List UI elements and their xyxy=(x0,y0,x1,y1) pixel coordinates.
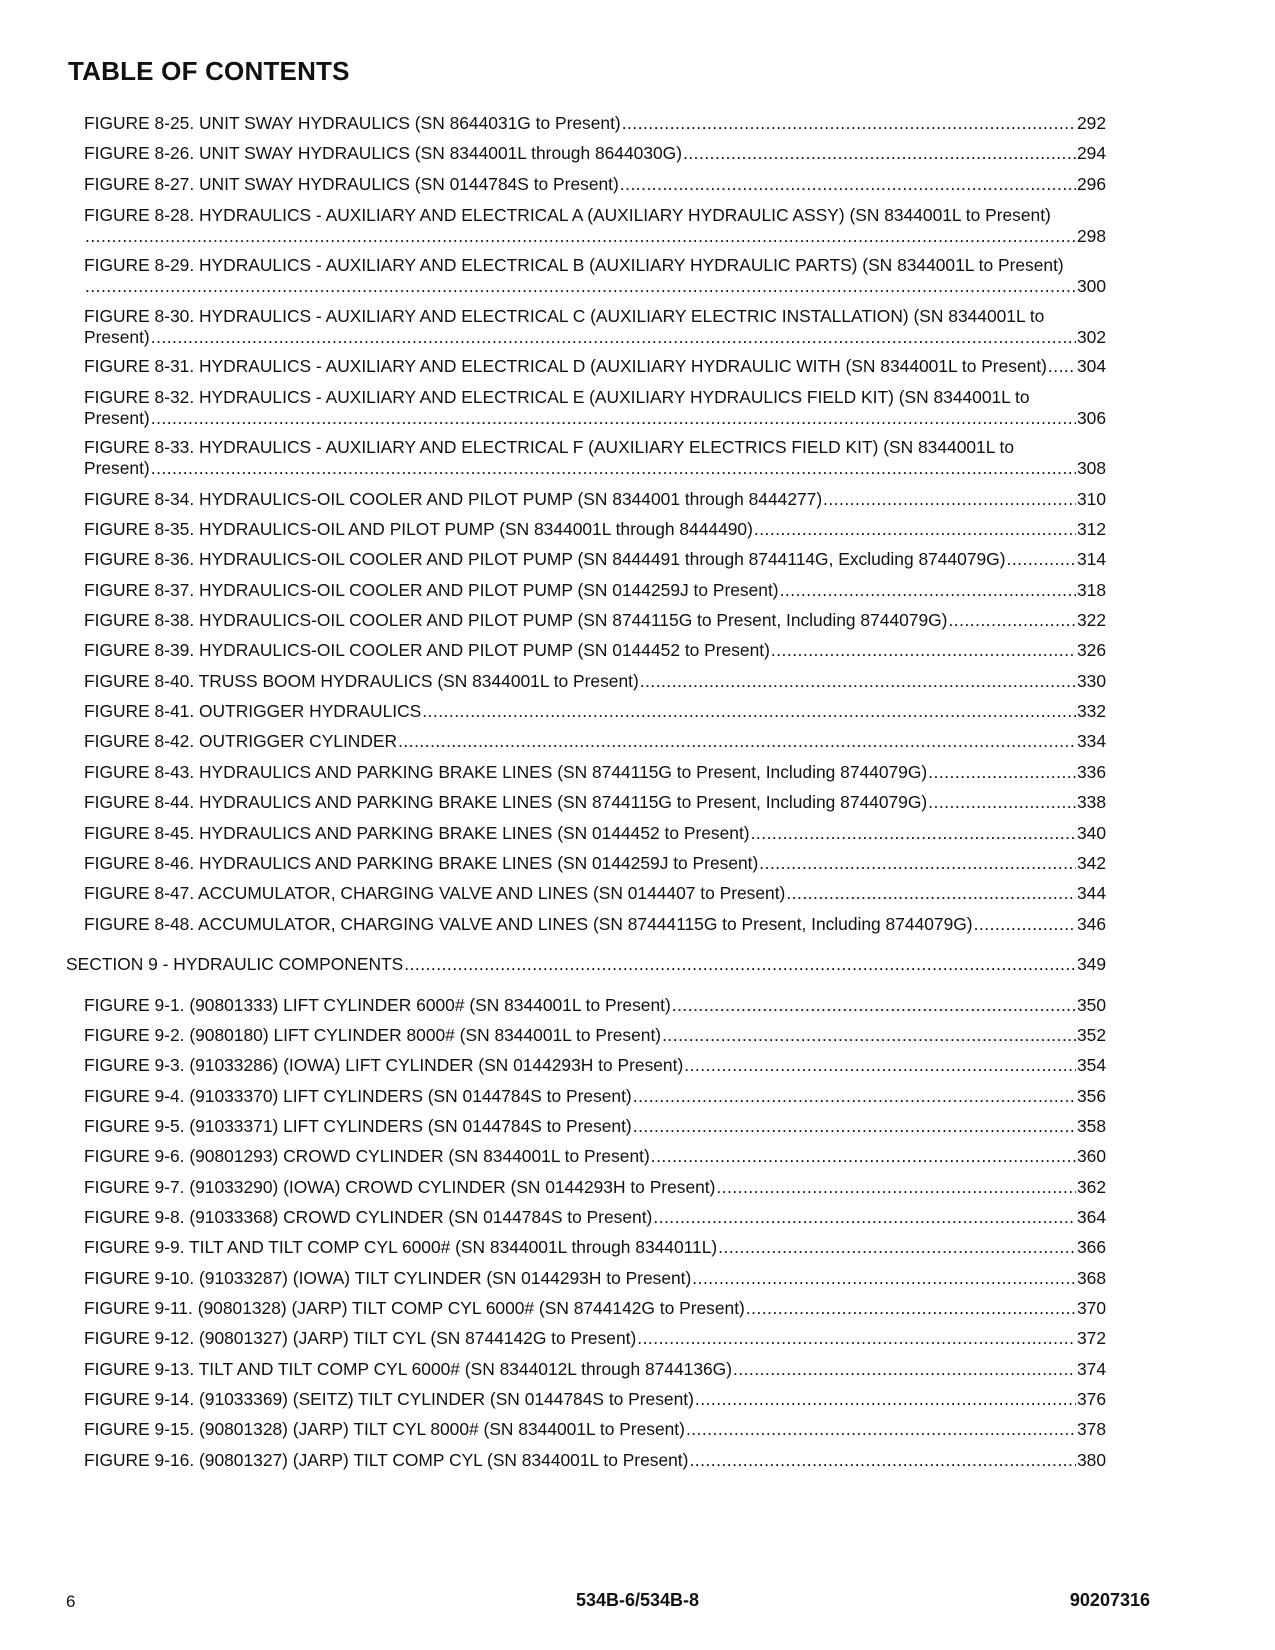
toc-page-number: 349 xyxy=(1076,954,1106,974)
dot-leader xyxy=(85,226,1076,247)
toc-entry[interactable] xyxy=(84,1237,1106,1258)
toc-entry-title: FIGURE 8-40. TRUSS BOOM HYDRAULICS (SN 8344001L to Present) xyxy=(84,671,639,691)
dot-leader xyxy=(692,1268,1076,1289)
toc-page-number: 374 xyxy=(1076,1359,1106,1379)
toc-entry-title: FIGURE 9-6. (90801293) CROWD CYLINDER (SN 8344001L to Present) xyxy=(84,1146,650,1166)
toc-entry-title: FIGURE 9-1. (90801333) LIFT CYLINDER 6000# (SN 8344001L to Present) xyxy=(84,995,671,1015)
toc-page-number: 368 xyxy=(1076,1268,1106,1288)
toc-entry-title: FIGURE 8-47. ACCUMULATOR, CHARGING VALVE AND LINES (SN 0144407 to Present) xyxy=(84,883,786,903)
toc-page-number: 334 xyxy=(1076,731,1106,751)
toc-entry-title: FIGURE 8-41. OUTRIGGER HYDRAULICS xyxy=(84,701,422,721)
toc-entry[interactable] xyxy=(84,387,1106,429)
dot-leader xyxy=(716,1177,1076,1198)
toc-entry[interactable] xyxy=(84,1298,1106,1319)
toc-page-number: 314 xyxy=(1076,549,1106,569)
dot-leader xyxy=(620,174,1076,195)
toc-entry[interactable] xyxy=(84,823,1106,844)
toc-entry-title: FIGURE 8-27. UNIT SWAY HYDRAULICS (SN 0144784S to Present) xyxy=(84,174,619,194)
toc-entry[interactable] xyxy=(84,792,1106,813)
dot-leader xyxy=(422,701,1076,722)
dot-leader xyxy=(1048,356,1076,377)
toc-entry-title: FIGURE 8-42. OUTRIGGER CYLINDER xyxy=(84,731,398,751)
toc-entry-title: FIGURE 9-15. (90801328) (JARP) TILT CYL 8000# (SN 8344001L to Present) xyxy=(84,1419,685,1439)
dot-leader xyxy=(928,792,1076,813)
toc-page-number: 346 xyxy=(1076,914,1106,934)
toc-page-number: 344 xyxy=(1076,883,1106,903)
toc-entry-title: FIGURE 9-14. (91033369) (SEITZ) TILT CYLINDER (SN 0144784S to Present) xyxy=(84,1389,694,1409)
toc-page-number: 338 xyxy=(1076,792,1106,812)
dot-leader xyxy=(398,731,1076,752)
toc-page-number: 350 xyxy=(1076,995,1106,1015)
toc-page-number: 370 xyxy=(1076,1298,1106,1318)
toc-entry-title: FIGURE 9-11. (90801328) (JARP) TILT COMP CYL 6000# (SN 8744142G to Present) xyxy=(84,1298,745,1318)
toc-entry[interactable] xyxy=(84,640,1106,661)
dot-leader xyxy=(974,914,1076,935)
toc-entry[interactable] xyxy=(84,1450,1106,1471)
toc-page-number: 330 xyxy=(1076,671,1106,691)
toc-entry-title: FIGURE 8-37. HYDRAULICS-OIL COOLER AND PILOT PUMP (SN 0144259J to Present) xyxy=(84,580,779,600)
toc-entry[interactable] xyxy=(84,437,1106,479)
toc-page-number: 332 xyxy=(1076,701,1106,721)
toc-entry-title: FIGURE 8-35. HYDRAULICS-OIL AND PILOT PUMP (SN 8344001L through 8444490) xyxy=(84,519,753,539)
toc-entry-title: FIGURE 9-5. (91033371) LIFT CYLINDERS (SN 0144784S to Present) xyxy=(84,1116,632,1136)
toc-entry-title: FIGURE 8-31. HYDRAULICS - AUXILIARY AND ELECTRICAL D (AUXILIARY HYDRAULIC WITH (SN 8344001L to Present) xyxy=(84,356,1047,376)
dot-leader xyxy=(786,883,1076,904)
dot-leader xyxy=(733,1359,1076,1380)
footer-page-number: 6 xyxy=(66,1592,76,1611)
toc-entry-title: FIGURE 9-7. (91033290) (IOWA) CROWD CYLINDER (SN 0144293H to Present) xyxy=(84,1177,716,1197)
toc-page-number: 340 xyxy=(1076,823,1106,843)
dot-leader xyxy=(823,489,1076,510)
toc-entry-title: FIGURE 8-29. HYDRAULICS - AUXILIARY AND ELECTRICAL B (AUXILIARY HYDRAULIC PARTS) (SN 8344001L to Present) xyxy=(84,255,1064,275)
dot-leader xyxy=(718,1237,1076,1258)
toc-entry[interactable] xyxy=(84,1055,1106,1076)
toc-entry-title-continued: Present) xyxy=(84,408,150,428)
dot-leader xyxy=(85,276,1076,297)
toc-entry[interactable] xyxy=(84,113,1106,134)
toc-entry-title: FIGURE 9-12. (90801327) (JARP) TILT CYL (SN 8744142G to Present) xyxy=(84,1328,637,1348)
toc-entry[interactable] xyxy=(84,1268,1106,1289)
dot-leader xyxy=(662,1025,1076,1046)
toc-page-number: 342 xyxy=(1076,853,1106,873)
toc-page-number: 322 xyxy=(1076,610,1106,630)
toc-entry[interactable] xyxy=(84,1207,1106,1228)
toc-entry[interactable] xyxy=(84,610,1106,631)
dot-leader xyxy=(771,640,1076,661)
toc-entry[interactable] xyxy=(84,174,1106,195)
toc-page-number: 306 xyxy=(1076,408,1106,428)
dot-leader xyxy=(151,327,1076,348)
dot-leader xyxy=(637,1328,1076,1349)
dot-leader xyxy=(759,853,1076,874)
toc-entry-title: FIGURE 8-36. HYDRAULICS-OIL COOLER AND PILOT PUMP (SN 8444491 through 8744114G, Excluding 8744079G) xyxy=(84,549,1006,569)
toc-entry[interactable] xyxy=(84,549,1106,570)
toc-entry-title: FIGURE 8-46. HYDRAULICS AND PARKING BRAKE LINES (SN 0144259J to Present) xyxy=(84,853,759,873)
toc-entry[interactable] xyxy=(84,731,1106,752)
toc-page-number: 380 xyxy=(1076,1450,1106,1470)
toc-page-number: 366 xyxy=(1076,1237,1106,1257)
toc-page-number: 310 xyxy=(1076,489,1106,509)
toc-page-number: 298 xyxy=(1076,226,1106,246)
toc-entry[interactable] xyxy=(84,1025,1106,1046)
toc-entry[interactable] xyxy=(84,1328,1106,1349)
dot-leader xyxy=(684,1055,1076,1076)
toc-entry[interactable] xyxy=(84,1116,1106,1137)
toc-entry[interactable] xyxy=(84,580,1106,601)
dot-leader xyxy=(633,1086,1076,1107)
toc-entry[interactable] xyxy=(84,255,1106,297)
dot-leader xyxy=(404,954,1076,975)
toc-entry[interactable] xyxy=(84,671,1106,692)
toc-page-number: 296 xyxy=(1076,174,1106,194)
toc-entry[interactable] xyxy=(84,1177,1106,1198)
toc-entry[interactable] xyxy=(84,762,1106,783)
toc-entry-title-continued: Present) xyxy=(84,458,150,478)
toc-entry-title: FIGURE 9-2. (9080180) LIFT CYLINDER 8000# (SN 8344001L to Present) xyxy=(84,1025,662,1045)
toc-entry[interactable] xyxy=(84,1086,1106,1107)
toc-page-number: 376 xyxy=(1076,1389,1106,1409)
toc-entry-title: FIGURE 8-43. HYDRAULICS AND PARKING BRAKE LINES (SN 8744115G to Present, Including 8744079G) xyxy=(84,762,928,782)
toc-page-number: 312 xyxy=(1076,519,1106,539)
toc-entry[interactable] xyxy=(84,1146,1106,1167)
toc-page-number: 352 xyxy=(1076,1025,1106,1045)
dot-leader xyxy=(1007,549,1076,570)
toc-page-number: 362 xyxy=(1076,1177,1106,1197)
dot-leader xyxy=(780,580,1076,601)
toc-entry-title: FIGURE 8-25. UNIT SWAY HYDRAULICS (SN 8644031G to Present) xyxy=(84,113,621,133)
toc-entry-title-continued: Present) xyxy=(84,327,150,347)
toc-page-number: 364 xyxy=(1076,1207,1106,1227)
toc-entry[interactable] xyxy=(84,1359,1106,1380)
toc-page-number: 300 xyxy=(1076,276,1106,296)
toc-entry-title: FIGURE 8-32. HYDRAULICS - AUXILIARY AND ELECTRICAL E (AUXILIARY HYDRAULICS FIELD KIT) (SN 8344001L to xyxy=(84,387,1030,407)
toc-entry-title: FIGURE 8-38. HYDRAULICS-OIL COOLER AND PILOT PUMP (SN 8744115G to Present, Including 8744079G) xyxy=(84,610,948,630)
dot-leader xyxy=(653,1207,1076,1228)
dot-leader xyxy=(689,1450,1076,1471)
toc-entry-title: FIGURE 9-4. (91033370) LIFT CYLINDERS (SN 0144784S to Present) xyxy=(84,1086,632,1106)
dot-leader xyxy=(751,823,1076,844)
toc-entry-title: FIGURE 8-34. HYDRAULICS-OIL COOLER AND PILOT PUMP (SN 8344001 through 8444277) xyxy=(84,489,823,509)
toc-entry-title: FIGURE 8-48. ACCUMULATOR, CHARGING VALVE AND LINES (SN 87444115G to Present, Including 8744079G) xyxy=(84,914,973,934)
toc-entry[interactable] xyxy=(84,995,1106,1016)
toc-entry-title: FIGURE 9-16. (90801327) (JARP) TILT COMP CYL (SN 8344001L to Present) xyxy=(84,1450,689,1470)
toc-entry[interactable] xyxy=(84,306,1106,348)
toc-page-number: 308 xyxy=(1076,458,1106,478)
dot-leader xyxy=(754,519,1076,540)
toc-entry-title: FIGURE 8-33. HYDRAULICS - AUXILIARY AND ELECTRICAL F (AUXILIARY ELECTRICS FIELD KIT) (SN 8344001L to xyxy=(84,437,1015,457)
dot-leader xyxy=(948,610,1076,631)
toc-page-number: 294 xyxy=(1076,143,1106,163)
toc-page-number: 358 xyxy=(1076,1116,1106,1136)
toc-entry-title: FIGURE 8-39. HYDRAULICS-OIL COOLER AND PILOT PUMP (SN 0144452 to Present) xyxy=(84,640,770,660)
toc-entry[interactable] xyxy=(84,853,1106,874)
dot-leader xyxy=(695,1389,1076,1410)
footer-part-number: 90207316 xyxy=(1069,1590,1150,1610)
toc-entry-title: SECTION 9 - HYDRAULIC COMPONENTS xyxy=(66,954,404,974)
toc-page-number: 372 xyxy=(1076,1328,1106,1348)
toc-entry-title: FIGURE 9-3. (91033286) (IOWA) LIFT CYLINDER (SN 0144293H to Present) xyxy=(84,1055,684,1075)
toc-page-number: 318 xyxy=(1076,580,1106,600)
toc-page-number: 378 xyxy=(1076,1419,1106,1439)
toc-page-number: 302 xyxy=(1076,327,1106,347)
toc-entry-title: FIGURE 8-26. UNIT SWAY HYDRAULICS (SN 8344001L through 8644030G) xyxy=(84,143,682,163)
toc-entry-title: FIGURE 9-13. TILT AND TILT COMP CYL 6000# (SN 8344012L through 8744136G) xyxy=(84,1359,732,1379)
toc-page-number: 354 xyxy=(1076,1055,1106,1075)
toc-page-number: 326 xyxy=(1076,640,1106,660)
dot-leader xyxy=(633,1116,1076,1137)
dot-leader xyxy=(640,671,1076,692)
toc-page-number: 292 xyxy=(1076,113,1106,133)
toc-entry[interactable] xyxy=(84,1389,1106,1410)
toc-entry-title: FIGURE 9-9. TILT AND TILT COMP CYL 6000# (SN 8344001L through 8344011L) xyxy=(84,1237,718,1257)
toc-entry-title: FIGURE 8-30. HYDRAULICS - AUXILIARY AND ELECTRICAL C (AUXILIARY ELECTRIC INSTALLATION) (SN 8344001L to xyxy=(84,306,1045,326)
toc-entry[interactable] xyxy=(84,1419,1106,1440)
toc-entry[interactable] xyxy=(84,356,1106,377)
toc-entry-title: FIGURE 8-28. HYDRAULICS - AUXILIARY AND ELECTRICAL A (AUXILIARY HYDRAULIC ASSY) (SN 8344001L to Present) xyxy=(84,205,1051,225)
toc-section-entry[interactable] xyxy=(66,954,1106,975)
dot-leader xyxy=(151,408,1076,429)
toc-entry-title: FIGURE 9-8. (91033368) CROWD CYLINDER (SN 0144784S to Present) xyxy=(84,1207,653,1227)
toc-entry-title: FIGURE 9-10. (91033287) (IOWA) TILT CYLINDER (SN 0144293H to Present) xyxy=(84,1268,692,1288)
toc-entry[interactable] xyxy=(84,489,1106,510)
toc-entry[interactable] xyxy=(84,205,1106,247)
footer-model: 534B-6/534B-8 xyxy=(575,1590,700,1610)
toc-entry-title: FIGURE 8-45. HYDRAULICS AND PARKING BRAKE LINES (SN 0144452 to Present) xyxy=(84,823,750,843)
dot-leader xyxy=(672,995,1076,1016)
dot-leader xyxy=(746,1298,1076,1319)
toc-entry[interactable] xyxy=(84,914,1106,935)
dot-leader xyxy=(151,458,1076,479)
toc-entry[interactable] xyxy=(84,519,1106,540)
toc-entry[interactable] xyxy=(84,701,1106,722)
toc-page-number: 356 xyxy=(1076,1086,1106,1106)
dot-leader xyxy=(928,762,1076,783)
toc-page-number: 336 xyxy=(1076,762,1106,782)
toc-page-number: 304 xyxy=(1076,356,1106,376)
toc-entry-title: FIGURE 8-44. HYDRAULICS AND PARKING BRAKE LINES (SN 8744115G to Present, Including 8744079G) xyxy=(84,792,928,812)
toc-entry[interactable] xyxy=(84,883,1106,904)
dot-leader xyxy=(683,143,1076,164)
toc-page-number: 360 xyxy=(1076,1146,1106,1166)
toc-entry[interactable] xyxy=(84,143,1106,164)
dot-leader xyxy=(686,1419,1076,1440)
dot-leader xyxy=(651,1146,1076,1167)
page-title: TABLE OF CONTENTS xyxy=(68,56,350,86)
dot-leader xyxy=(622,113,1076,134)
